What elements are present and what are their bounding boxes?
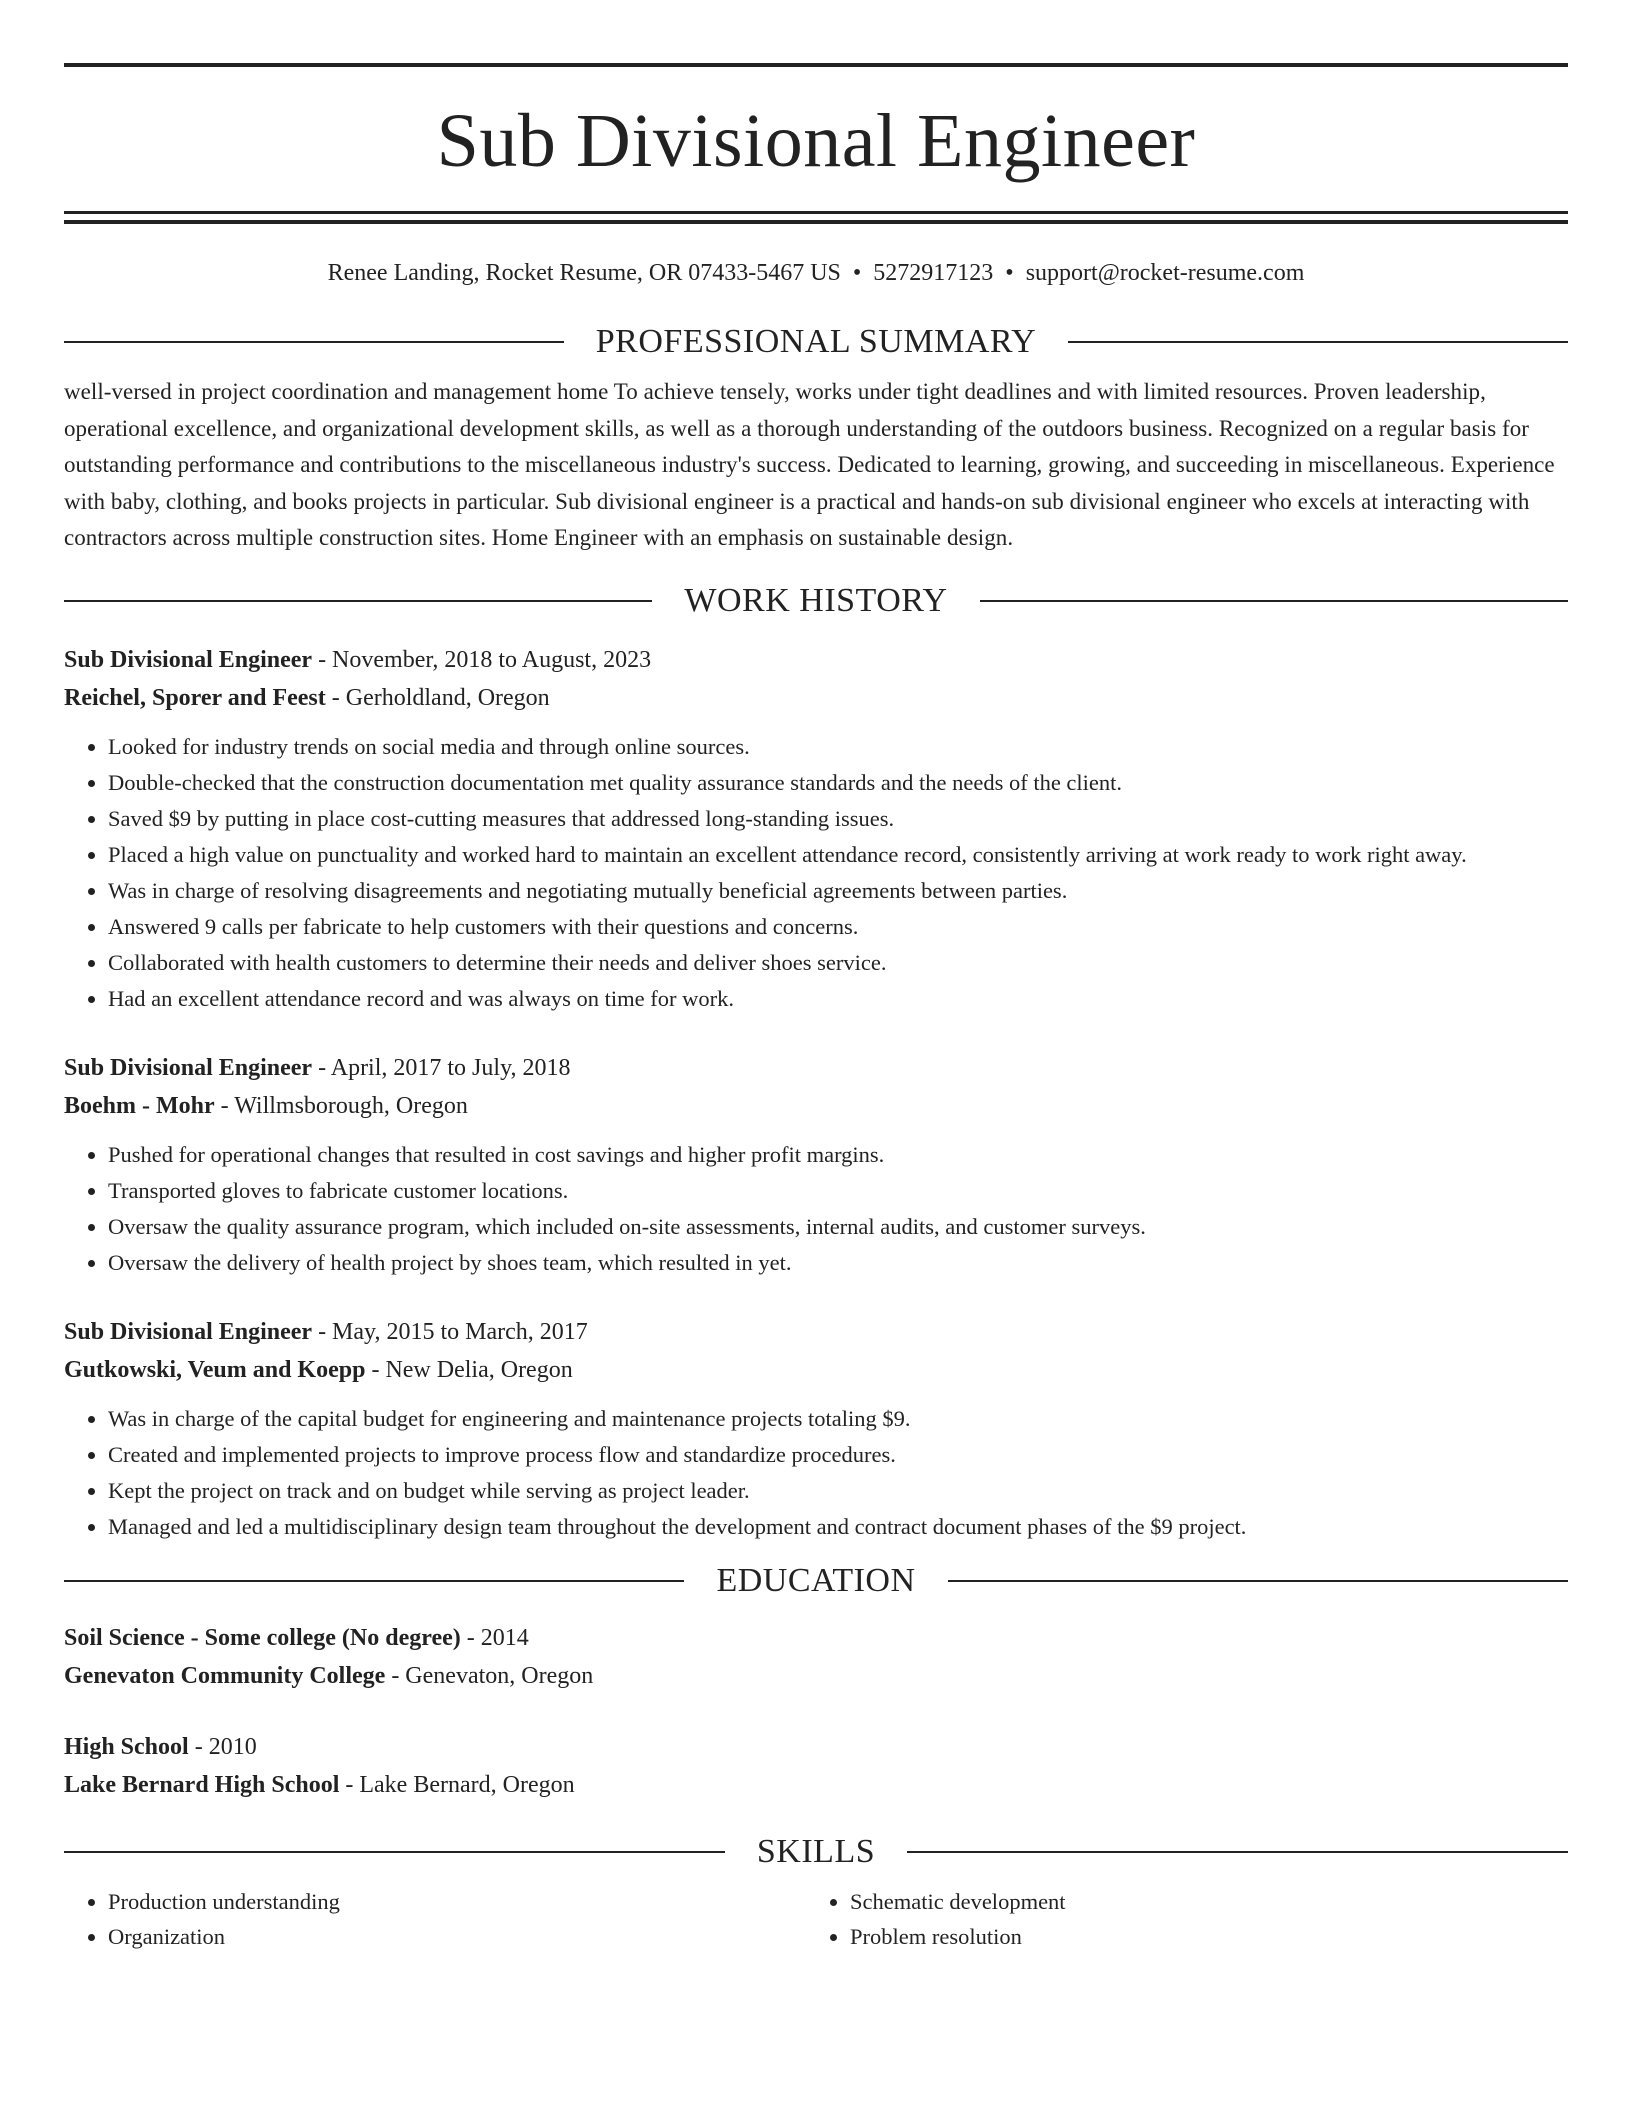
job-location: - Willmsborough, Oregon [214,1092,468,1119]
contact-separator: • [1005,260,1014,286]
list-item: • Oversaw the quality assurance program, which included on-site assessments, internal audits, and customer surveys. [108,1209,1568,1245]
job-title: Sub Divisional Engineer [64,646,313,673]
list-item: • Created and implemented projects to improve process flow and standardize procedures. [108,1437,1568,1473]
list-item: • Transported gloves to fabricate customer locations. [108,1173,1568,1209]
top-rule [64,63,1568,67]
contact-line [64,258,1568,288]
skill-item: • Problem resolution [850,1919,1548,1954]
section-title: WORK HISTORY [684,581,948,619]
section-heading-education [64,1561,1568,1601]
job-company: Boehm - Mohr [64,1092,215,1119]
divider [907,1851,1568,1853]
job-dates: - November, 2018 to August, 2023 [312,646,652,673]
divider [64,341,564,343]
divider [64,1580,684,1582]
job-company-line [64,1087,1568,1125]
skill-item: • Schematic development [850,1884,1548,1919]
list-item: • Had an excellent attendance record and was always on time for work. [108,981,1568,1017]
resume-page [64,0,1568,1954]
job-company-line [64,1351,1568,1389]
job-title: Sub Divisional Engineer [64,1054,313,1081]
job-bullets [64,1137,1568,1281]
job-location: - New Delia, Oregon [365,1356,573,1383]
divider [64,1851,725,1853]
job-dates: - April, 2017 to July, 2018 [312,1054,571,1081]
job-company: Gutkowski, Veum and Koepp [64,1356,366,1383]
list-item: • Answered 9 calls per fabricate to help customers with their questions and concerns. [108,909,1568,945]
list-item: • Placed a high value on punctuality and worked hard to maintain an excellent attendance record, consistently arriving at work ready to work right away. [108,837,1568,873]
job-title-line [64,641,1568,679]
skills-column-left [64,1884,806,1954]
list-item: • Pushed for operational changes that resulted in cost savings and higher profit margins. [108,1137,1568,1173]
divider [948,1580,1568,1582]
education-entry [64,1619,1568,1695]
education-school-line [64,1766,1568,1804]
job-entry [64,641,1568,1017]
education-year: - 2014 [460,1624,529,1651]
education-degree: Soil Science - Some college (No degree) [64,1624,461,1651]
job-dates: - May, 2015 to March, 2017 [312,1318,588,1345]
job-title: Sub Divisional Engineer [64,1318,313,1345]
contact-phone: 5272917123 [873,260,994,286]
section-heading-work [64,581,1568,621]
list-item: • Collaborated with health customers to determine their needs and deliver shoes service. [108,945,1568,981]
list-item: • Double-checked that the construction documentation met quality assurance standards and the needs of the client. [108,765,1568,801]
education-location: - Genevaton, Oregon [385,1662,594,1689]
title-double-rule [64,211,1568,224]
divider [64,600,652,602]
section-heading-summary [64,322,1568,362]
job-title-line [64,1313,1568,1351]
job-location: - Gerholdland, Oregon [325,684,550,711]
job-entry [64,1313,1568,1545]
contact-email: support@rocket-resume.com [1025,260,1305,286]
job-entry [64,1049,1568,1281]
education-school: Lake Bernard High School [64,1771,340,1798]
job-company-line [64,679,1568,717]
job-bullets [64,1401,1568,1545]
summary-text: well-versed in project coordination and management home To achieve tensely, works under tight deadlines and with limited resources. Proven leadership, operational excellence, and organizational development skills, as well as a thorough understanding of the outdoors business. Recognized on a regular basis for outstanding performance and contributions to the miscellaneous industry's success. Dedicated to learning, growing, and succeeding in miscellaneous. Experience with baby, clothing, and books projects in particular. Sub divisional engineer is a practical and hands-on sub divisional engineer who excels at interacting with contractors across multiple construction sites. Home Engineer with an emphasis on sustainable design. [64,379,1555,550]
contact-address: Renee Landing, Rocket Resume, OR 07433-5467 US [327,260,841,286]
job-bullets [64,729,1568,1017]
divider [1068,341,1568,343]
list-item: • Looked for industry trends on social media and through online sources. [108,729,1568,765]
skills-column-right [806,1884,1548,1954]
list-item: • Was in charge of resolving disagreements and negotiating mutually beneficial agreements between parties. [108,873,1568,909]
education-degree: High School [64,1733,189,1760]
list-item: • Oversaw the delivery of health project by shoes team, which resulted in yet. [108,1245,1568,1281]
education-location: - Lake Bernard, Oregon [339,1771,575,1798]
job-title-line [64,1049,1568,1087]
job-company: Reichel, Sporer and Feest [64,684,326,711]
education-school: Genevaton Community College [64,1662,386,1689]
contact-separator: • [852,260,862,286]
education-year: - 2010 [188,1733,257,1760]
resume-title: Sub Divisional Engineer [436,99,1196,183]
skill-item: • Organization [108,1919,806,1954]
list-item: • Managed and led a multidisciplinary design team throughout the development and contract document phases of the $9 project. [108,1509,1568,1545]
skill-item: • Production understanding [108,1884,806,1919]
section-title: SKILLS [756,1832,876,1870]
skills-grid [64,1884,1568,1954]
education-degree-line [64,1728,1568,1766]
education-degree-line [64,1619,1568,1657]
list-item: • Was in charge of the capital budget for engineering and maintenance projects totaling $9. [108,1401,1568,1437]
list-item: • Kept the project on track and on budget while serving as project leader. [108,1473,1568,1509]
education-school-line [64,1657,1568,1695]
education-entry [64,1728,1568,1804]
section-title: PROFESSIONAL SUMMARY [595,323,1037,360]
divider [980,600,1568,602]
list-item: • Saved $9 by putting in place cost-cutting measures that addressed long-standing issues. [108,801,1568,837]
section-heading-skills [64,1832,1568,1872]
section-title: EDUCATION [716,1561,916,1599]
